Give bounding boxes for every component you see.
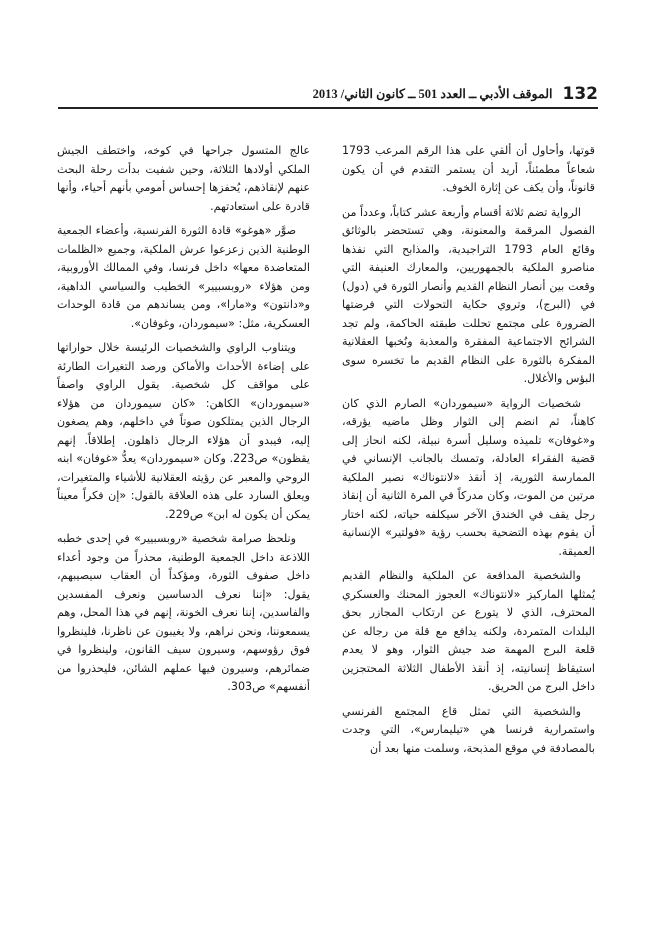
paragraph: والشخصية المدافعة عن الملكية والنظام القديم يُمثلها الماركيز «لانتوناك» العجوز المحنك والعسكري المحترف، الذي لا يتورع عن ارتكاب المجازر بحق البلدات المتمردة، ولكنه يدافع مع قلة من رجاله عن قلعة البرج المهمة ضد جيش الثوار، وهو لا يعدم استيقاظ إنسانيته، إذ أنقذ الأطفال الثلاثة المحتجزين داخل البرج من الحريق. (342, 569, 595, 693)
paragraph: صوَّر «هوغو» قادة الثورة الفرنسية، وأعضاء الجمعية الوطنية الذين زعزعوا عرش الملكية، وجميع «الظلمات المتعاضدة معها» داخل فرنسا، وفي الممالك الأوروبية، ومن هؤلاء «روبسبيير» الخطيب والسياسي الداهية، و«دانتون» و«مارا»، ومن يساندهم من قادة الوحدات العسكرية، مثل: «سيموردان، وغوفان». (57, 224, 310, 330)
paragraph: ونلحظ صرامة شخصية «روبسبيير» في إحدى خطبه اللاذعة داخل الجمعية الوطنية، محذراً من وجود أعداء داخل صفوف الثورة، ومؤكداً أن العقاب سيصيبهم، يقول: «إننا نعرف الدساسين ونعرف المفسدين والفاسدين، إننا نعرف الخونة، إنهم في هذا المحل، وهم يسمعوننا، ونحن نراهم، ولا يغيبون عن ناظرنا، فلينظروا فوق رؤوسهم، وسيرون سيف القانون، ولينظروا في ضمائرهم، وسيرون فيها عملهم الشائن، فليحذروا من أنفسهم» ص303. (57, 532, 310, 693)
right-column (342, 142, 595, 764)
paragraph: عالج المتسول جراحها في كوخه، واختطف الجيش الملكي أولادها الثلاثة، وحين شفيت بدأت رحلة البحث عنهم لإنقاذهم، يُحفزها إحساس أمومي بأنهم أحياء، وأنها قادرة على استعادتهم. (57, 144, 310, 213)
header-rule (58, 107, 598, 109)
paragraph: شخصيات الرواية «سيموردان» الصارم الذي كان كاهناً، ثم انضم إلى الثوار وظل ماضيه يؤرقه، و«غوفان» تلميذه وسليل أسرة نبيلة، لكنه انحاز إلى قضية الفقراء العادلة، وتمسك بالجانب الإنساني في الممارسة الثورية، إذ أنقذ «لانتوناك» نصير الملكية مرتين من الموت، وكان مدركاً في المرة الثانية أن إنقاذ رجل يقف في الخندق الآخر سيكلفه حياته، لكنه اختار أن يقوم بهذه التضحية بحسب رؤية «فولتير» الإنسانية العميقة. (342, 396, 595, 558)
left-column (57, 142, 310, 703)
page-header (58, 79, 598, 105)
paragraph: قوتها، وأحاول أن ألقي على هذا الرقم المرعب 1793 شعاعاً مطمئناً، أريد أن يستمر التقدم في أن يكون قانوناً، وأن يكف عن إثارة الخوف. (342, 144, 595, 194)
page-number: 132 (562, 84, 598, 104)
paragraph: ويتناوب الراوي والشخصيات الرئيسة خلال حواراتها على إضاءة الأحداث والأماكن ورصد التغيرات الطارئة على مواقف كل شخصية. يقول الراوي واصفاً «سيموردان» الكاهن: «كان سيموردان من هؤلاء الرجال الذين يمتلكون صوتاً في داخلهم، وهم يصغون إليه، فيبدو أن هؤلاء الرجال ذاهلون. إطلاقاً. إنهم يقظون» ص223. وكان «سيموردان» يعدُّ «غوفان» ابنه الروحي والمعبر عن رؤيته العقلانية للأشياء والمتغيرات، ويعلق السارد على هذه العلاقة بالقول: «إن فكراً معيناً يمكن أن يكون له ابن» ص229. (57, 341, 311, 521)
paragraph: والشخصية التي تمثل قاع المجتمع الفرنسي واستمرارية فرنسا هي «تيليمارس»، التي وجدت بالمصادفة في موقع المذبحة، وسلمت منها بعد أن (342, 704, 595, 755)
running-head: الموقف الأدبي ــ العدد 501 ــ كانون الثاني/ 2013 (312, 87, 553, 101)
paragraph: الرواية تضم ثلاثة أقسام وأربعة عشر كتاباً، وعدداً من الفصول المرقمة والمعنونة، وهي تستحضر بالوثائق وقائع العام 1793 التراجيدية، والمذابح التي نفذها مناصرو الملكية بالجمهوريين، والمعارك العنيفة التي وقعت بين أنصار النظام القديم وأنصار الثورة في (دول) في (البرج)، وتروي حكاية التحولات التي فرضتها الضرورة على مجتمع تحللت طبقته الحاكمة، ولم تجد الشرائح الاجتماعية المفقرة والمعذبة ونُخبها العقلانية المفكرة بالثورة على النظام القديم ما تخسره سوى البؤس والأغلال. (342, 205, 595, 385)
